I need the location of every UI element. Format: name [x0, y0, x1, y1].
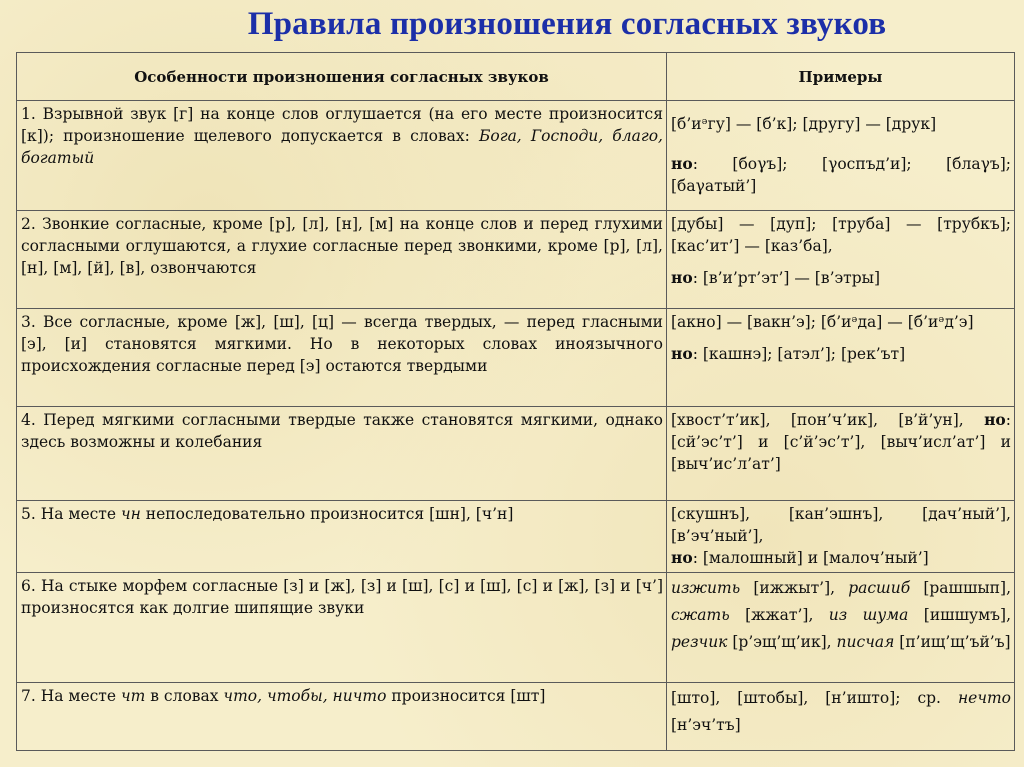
- but-label: но: [984, 410, 1006, 429]
- example-cell: [667, 101, 1015, 211]
- table-row: [17, 501, 1015, 573]
- example-word: расшиб: [848, 579, 911, 597]
- example-text: [акно] — [вакн’э]; [б’иᵊда] — [б’иᵊд’э]: [671, 313, 974, 331]
- example-exception: : [сй’эс’т’] и [с’й’эс’т’], [выч’исл’ат’] и [выч’ис’л’ат’]: [671, 411, 1011, 473]
- example-cell: [667, 683, 1015, 751]
- rule-cell: [17, 501, 667, 573]
- rule-text: непоследовательно произносится [шн], [ч’н]: [140, 505, 514, 523]
- page-title: Правила произношения согласных звуков: [247, 6, 887, 42]
- example-cell: [667, 309, 1015, 407]
- table-row: [17, 407, 1015, 501]
- example-exception: : [кашнэ]; [атэл’]; [рек’ът]: [692, 345, 906, 363]
- example-text: [хвост’т’ик], [пон’ч’ик], [в’й’ун],: [671, 411, 964, 429]
- example-transcription: [р’эщ’щ’ик],: [727, 633, 837, 651]
- but-label: но: [671, 154, 693, 173]
- header-features: Особенности произношения согласных звуков: [17, 53, 667, 101]
- example-transcription: [ижжыт’],: [740, 579, 849, 597]
- example-transcription: [жжат’],: [729, 606, 829, 624]
- example-cell: [667, 211, 1015, 309]
- example-word: из шума: [828, 606, 909, 624]
- rule-text: в словах: [145, 687, 224, 705]
- rule-text: 3. Все согласные, кроме [ж], [ш], [ц] — всегда твердых, — перед гласными [э], [и] становятся мягкими. Но в некоторых словах иноязычного происхождения согласные перед [э] остаются твердыми: [21, 313, 663, 375]
- rule-italic-words: чт: [121, 687, 146, 705]
- example-exception: : [боγъ]; [γоспъд’и]; [блаγъ]; [баγатый’]: [671, 155, 1011, 195]
- but-label: но: [671, 344, 693, 363]
- rule-cell: [17, 573, 667, 683]
- example-word: сжать: [671, 606, 730, 624]
- rule-italic-words: чн: [121, 505, 141, 523]
- example-exception: : [малошный] и [малоч’ный’]: [692, 549, 929, 567]
- example-transcription: [рашшып],: [910, 579, 1011, 597]
- example-word: нечто: [957, 689, 1011, 707]
- rule-text: произносится [шт]: [386, 687, 546, 705]
- rule-cell: [17, 309, 667, 407]
- rule-text: 1. Взрывной звук [г] на конце слов оглушается (на его месте произносится [к]); произношение щелевого допускается в словах:: [21, 105, 663, 145]
- rule-text: 7. На месте: [21, 687, 121, 705]
- example-cell: [667, 407, 1015, 501]
- table-row: [17, 211, 1015, 309]
- rules-table: [16, 52, 1015, 751]
- rule-cell: [17, 683, 667, 751]
- but-label: но: [671, 268, 693, 287]
- rule-cell: [17, 211, 667, 309]
- example-cell: [667, 573, 1015, 683]
- example-text: [дубы] — [дуп]; [труба] — [трубкъ]; [кас’ит’] — [каз’ба],: [671, 215, 1011, 255]
- rule-text: 5. На месте: [21, 505, 121, 523]
- rule-text: 6. На стыке морфем согласные [з] и [ж], [з] и [ш], [с] и [ш], [с] и [ж], [з] и [ч’] произносятся как долгие шипящие звуки: [21, 577, 663, 617]
- rule-cell: [17, 407, 667, 501]
- example-text: [б’иᵊгу] — [б’к]; [другу] — [друк]: [671, 115, 937, 133]
- rule-italic-words: Бога, Господи, благо, богатый: [21, 127, 663, 167]
- table-row: [17, 683, 1015, 751]
- rule-text: 2. Звонкие согласные, кроме [р], [л], [н], [м] на конце слов и перед глухими согласными оглушаются, а глухие согласные перед звонкими, кроме [р], [л], [н], [м], [й], [в], озвончаются: [21, 215, 663, 277]
- example-transcription: [ишшумъ],: [908, 606, 1012, 624]
- rule-text: 4. Перед мягкими согласными твердые также становятся мягкими, однако здесь возможны и колебания: [21, 411, 663, 451]
- example-transcription: [што], [штобы], [н’ишто]; ср.: [671, 689, 958, 707]
- example-text: [скушнъ], [кан’эшнъ], [дач’ный’], [в’эч’ный’],: [671, 505, 1011, 545]
- example-word: писчая: [836, 633, 895, 651]
- example-cell: [667, 501, 1015, 573]
- example-word: изжить: [671, 579, 741, 597]
- example-transcription: [н’эч’тъ]: [671, 716, 741, 734]
- header-examples: Примеры: [667, 53, 1015, 101]
- example-word: резчик: [671, 633, 728, 651]
- table-header-row: [17, 53, 1015, 101]
- rule-italic-words: что, чтобы, ничто: [223, 687, 387, 705]
- but-label: но: [671, 548, 693, 567]
- table-row: [17, 573, 1015, 683]
- rule-cell: [17, 101, 667, 211]
- example-exception: : [в’и’рт’эт’] — [в’этры]: [692, 269, 881, 287]
- example-transcription: [п’ищ’щ’ъй’ъ]: [894, 633, 1011, 651]
- table-row: [17, 309, 1015, 407]
- table-row: [17, 101, 1015, 211]
